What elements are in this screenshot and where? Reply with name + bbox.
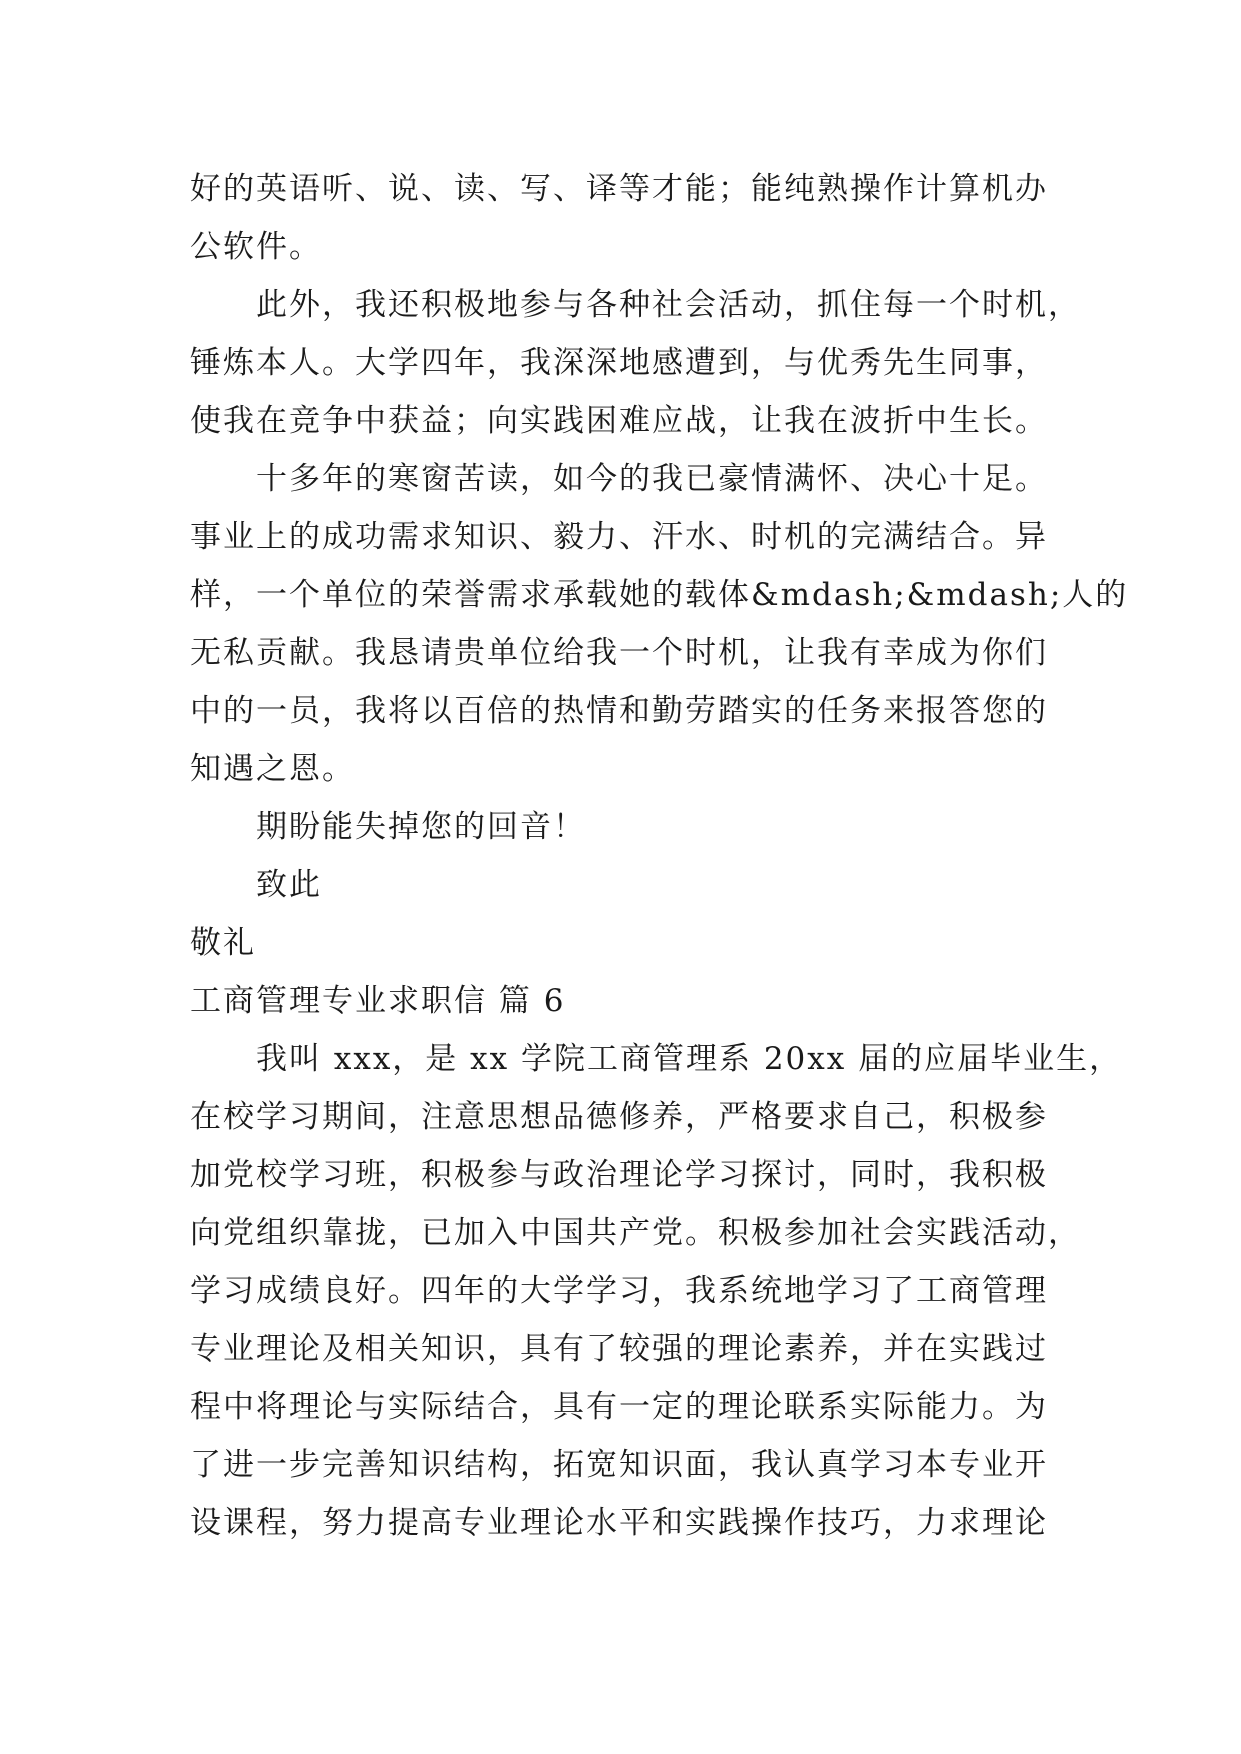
text-line: 中的一员，我将以百倍的热情和勤劳踏实的任务来报答您的 bbox=[190, 693, 1048, 729]
text-line: 专业理论及相关知识，具有了较强的理论素养，并在实践过 bbox=[190, 1331, 1048, 1367]
paragraph-start-line: 此外，我还积极地参与各种社会活动，抓住每一个时机， bbox=[256, 287, 1081, 323]
text-line: 无私贡献。我恳请贵单位给我一个时机，让我有幸成为你们 bbox=[190, 635, 1048, 671]
closing-hope-line: 期盼能失掉您的回音！ bbox=[256, 809, 586, 845]
document-page bbox=[190, 160, 1129, 1552]
text-line: 学习成绩良好。四年的大学学习，我系统地学习了工商管理 bbox=[190, 1273, 1048, 1309]
text-line: 加党校学习班，积极参与政治理论学习探讨，同时，我积极 bbox=[190, 1157, 1048, 1193]
paragraph-start-line: 我叫 xxx，是 xx 学院工商管理系 20xx 届的应届毕业生， bbox=[256, 1041, 1123, 1077]
text-line: 知遇之恩。 bbox=[190, 751, 355, 787]
text-line: 程中将理论与实际结合，具有一定的理论联系实际能力。为 bbox=[190, 1389, 1048, 1425]
closing-salutation-line: 致此 bbox=[256, 867, 322, 903]
text-line: 设课程，努力提高专业理论水平和实践操作技巧，力求理论 bbox=[190, 1505, 1048, 1541]
text-line: 向党组织靠拢，已加入中国共产党。积极参加社会实践活动， bbox=[190, 1215, 1081, 1251]
text-line: 事业上的成功需求知识、毅力、汗水、时机的完满结合。异 bbox=[190, 519, 1048, 555]
text-line: 在校学习期间，注意思想品德修养，严格要求自己，积极参 bbox=[190, 1099, 1048, 1135]
section-heading: 工商管理专业求职信 篇 6 bbox=[190, 983, 566, 1019]
text-line: 好的英语听、说、读、写、译等才能；能纯熟操作计算机办 bbox=[190, 171, 1048, 207]
text-line: 锤炼本人。大学四年，我深深地感遭到，与优秀先生同事， bbox=[190, 345, 1048, 381]
text-line: 使我在竞争中获益；向实践困难应战，让我在波折中生长。 bbox=[190, 403, 1048, 439]
paragraph-start-line: 十多年的寒窗苦读，如今的我已豪情满怀、决心十足。 bbox=[256, 461, 1048, 497]
text-line: 了进一步完善知识结构，拓宽知识面，我认真学习本专业开 bbox=[190, 1447, 1048, 1483]
closing-respect-line: 敬礼 bbox=[190, 925, 256, 961]
text-line: 样，一个单位的荣誉需求承载她的载体&mdash;&mdash;人的 bbox=[190, 577, 1129, 613]
text-line: 公软件。 bbox=[190, 229, 322, 265]
